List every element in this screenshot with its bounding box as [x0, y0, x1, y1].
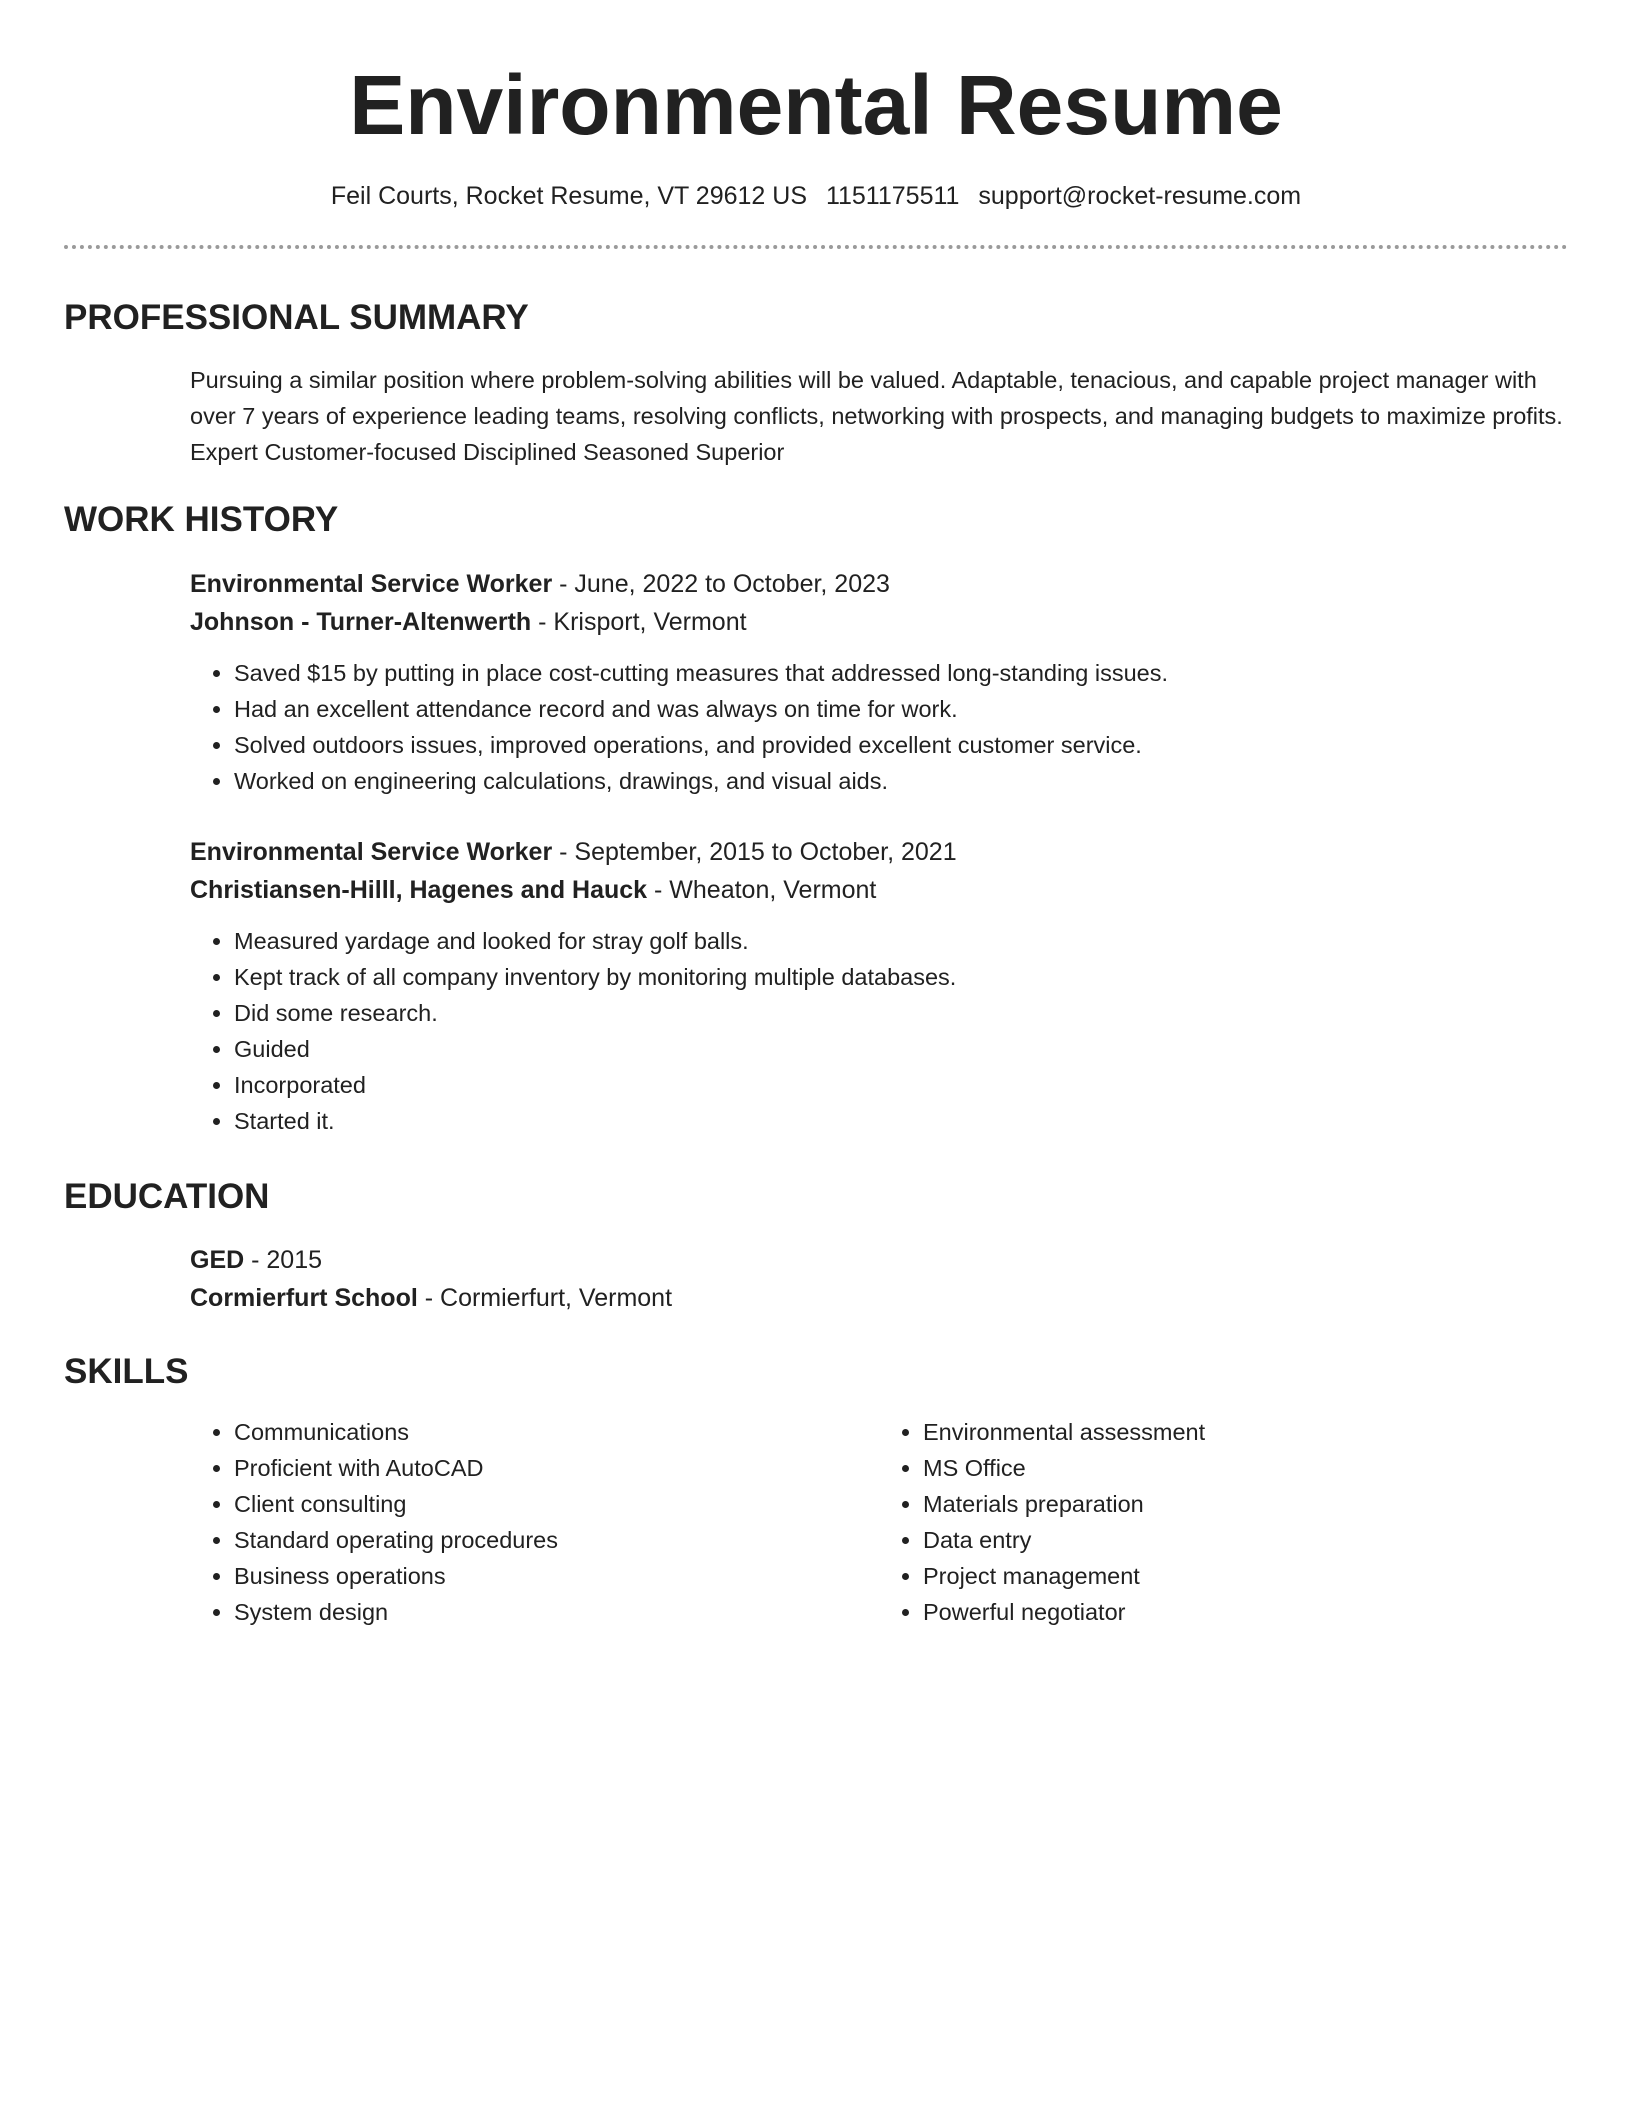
education-year: - 2015: [244, 1246, 323, 1274]
skill-item: • Data entry: [923, 1522, 1568, 1558]
skill-item: • Powerful negotiator: [923, 1594, 1568, 1630]
job-bullets: [190, 655, 1568, 799]
skills-list-right: [879, 1414, 1568, 1630]
job-bullets: [190, 923, 1568, 1139]
header-divider: [64, 245, 1568, 249]
list-item: • Guided: [234, 1031, 1568, 1067]
job-role: Environmental Service Worker: [190, 570, 553, 598]
skill-item: • System design: [234, 1594, 879, 1630]
contact-phone: 1151175511: [825, 182, 960, 210]
job-location: - Krisport, Vermont: [531, 608, 747, 636]
skill-item: • Business operations: [234, 1558, 879, 1594]
list-item: • Incorporated: [234, 1067, 1568, 1103]
contact-line: [0, 181, 1632, 211]
summary-text: Pursuing a similar position where problem-solving abilities will be valued. Adaptable, tenacious, and capable project manager with over 7 years of experience leading teams, resolving conflicts, networking with prospects, and managing budgets to maximize profits. Expert Customer-focused Disciplined Seasoned Superior: [190, 367, 1563, 465]
summary-section: [190, 362, 1568, 470]
skill-item: • Proficient with AutoCAD: [234, 1450, 879, 1486]
work-heading: WORK HISTORY: [64, 500, 339, 539]
education-school: Cormierfurt School: [190, 1284, 418, 1312]
skill-item: • Communications: [234, 1414, 879, 1450]
education-degree: GED: [190, 1246, 245, 1274]
job-location: - Wheaton, Vermont: [647, 876, 877, 904]
list-item: • Solved outdoors issues, improved operations, and provided excellent customer service.: [234, 727, 1568, 763]
skill-item: • Environmental assessment: [923, 1414, 1568, 1450]
education-entry: [190, 1241, 1568, 1317]
list-item: • Did some research.: [234, 995, 1568, 1031]
job-company: Christiansen-Hilll, Hagenes and Hauck: [190, 876, 648, 904]
job-company-line: [190, 603, 1568, 641]
job-company: Johnson - Turner-Altenwerth: [190, 608, 532, 636]
skills-section: [190, 1414, 1568, 1630]
skill-item: • Materials preparation: [923, 1486, 1568, 1522]
list-item: • Kept track of all company inventory by monitoring multiple databases.: [234, 959, 1568, 995]
education-school-line: [190, 1279, 1568, 1317]
education-heading: EDUCATION: [64, 1177, 270, 1216]
list-item: • Started it.: [234, 1103, 1568, 1139]
skill-item: • Project management: [923, 1558, 1568, 1594]
job-title-line: [190, 833, 1568, 871]
education-location: - Cormierfurt, Vermont: [417, 1284, 673, 1312]
list-item: • Had an excellent attendance record and was always on time for work.: [234, 691, 1568, 727]
resume-title: Environmental Resume: [349, 58, 1283, 152]
education-degree-line: [190, 1241, 1568, 1279]
job-dates: - June, 2022 to October, 2023: [552, 570, 890, 598]
job-entry: [190, 565, 1568, 799]
skill-item: • MS Office: [923, 1450, 1568, 1486]
skills-list-left: [190, 1414, 879, 1630]
skill-item: • Client consulting: [234, 1486, 879, 1522]
skill-item: • Standard operating procedures: [234, 1522, 879, 1558]
list-item: • Worked on engineering calculations, drawings, and visual aids.: [234, 763, 1568, 799]
contact-address: Feil Courts, Rocket Resume, VT 29612 US: [330, 182, 807, 210]
job-title-line: [190, 565, 1568, 603]
job-role: Environmental Service Worker: [190, 838, 553, 866]
job-company-line: [190, 871, 1568, 909]
job-dates: - September, 2015 to October, 2021: [552, 838, 957, 866]
contact-email: support@rocket-resume.com: [978, 182, 1302, 210]
summary-heading: PROFESSIONAL SUMMARY: [64, 298, 529, 337]
list-item: • Measured yardage and looked for stray golf balls.: [234, 923, 1568, 959]
job-entry: [190, 833, 1568, 1139]
skills-heading: SKILLS: [64, 1352, 189, 1391]
list-item: • Saved $15 by putting in place cost-cutting measures that addressed long-standing issues.: [234, 655, 1568, 691]
